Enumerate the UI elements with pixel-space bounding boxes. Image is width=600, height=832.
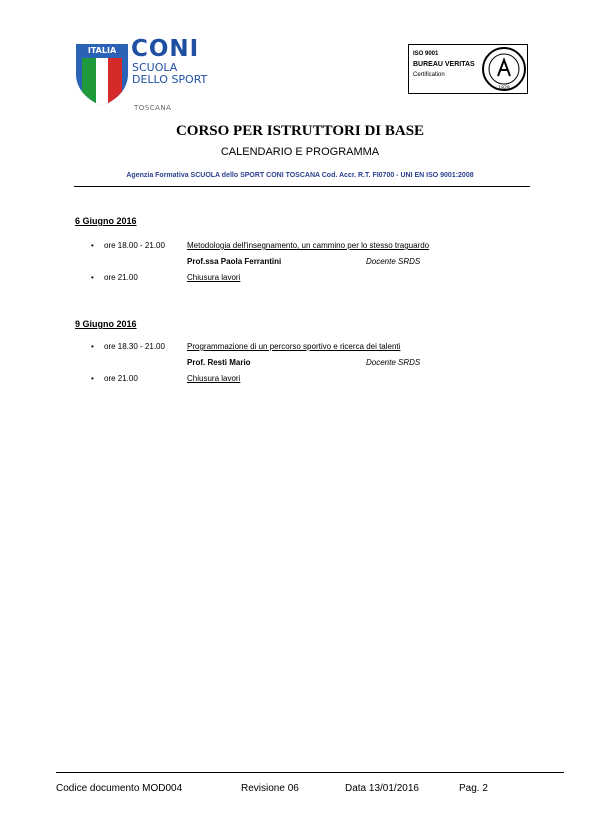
page-number: Pag. 2 <box>459 783 488 794</box>
session-time: ore 18.00 - 21.00 <box>104 241 165 250</box>
session-topic: Chiusura lavori <box>187 273 241 282</box>
session-time: ore 18.30 - 21.00 <box>104 342 165 351</box>
document-subtitle: CALENDARIO E PROGRAMMA <box>220 146 380 158</box>
session-topic: Programmazione di un percorso sportivo e ricerca dei talenti <box>187 342 401 351</box>
document-title: CORSO PER ISTRUTTORI DI BASE <box>175 123 425 139</box>
list-bullet: • <box>91 342 94 351</box>
header-divider <box>74 186 530 187</box>
seal-year: 1828 <box>498 86 510 91</box>
org-subtitle <box>132 62 207 86</box>
cert-iso: ISO 9001 <box>413 51 439 57</box>
cert-name: BUREAU VERITAS <box>413 61 475 68</box>
document-date: Data 13/01/2016 <box>345 783 419 794</box>
session-date: 9 Giugno 2016 <box>75 319 137 329</box>
document-code: Codice documento MOD004 <box>56 783 183 794</box>
session-time: ore 21.00 <box>104 374 138 383</box>
session-speaker: Prof. Resti Mario <box>187 358 251 367</box>
list-bullet: • <box>91 374 94 383</box>
session-topic: Chiusura lavori <box>187 374 241 383</box>
revision: Revisione 06 <box>241 783 299 794</box>
coni-shield-logo <box>74 40 130 106</box>
org-sub-line1: SCUOLA <box>132 61 178 74</box>
italia-label: ITALIA <box>87 46 117 55</box>
session-time: ore 21.00 <box>104 273 138 282</box>
certification-box <box>408 44 528 94</box>
list-bullet: • <box>91 273 94 282</box>
session-topic: Metodologia dell'insegnamento, un cammino per lo stesso traguardo <box>187 241 430 250</box>
session-speaker: Prof.ssa Paola Ferrantini <box>187 257 282 266</box>
speaker-role: Docente SRDS <box>366 358 421 367</box>
agency-line: Agenzia Formativa SCUOLA dello SPORT CONI TOSCANA Cod. Accr. R.T. FI0700 - UNI EN ISO 9001:2008 <box>126 172 474 179</box>
speaker-role: Docente SRDS <box>366 257 421 266</box>
org-region: TOSCANA <box>134 104 172 112</box>
cert-label: Certification <box>413 72 445 78</box>
list-bullet: • <box>91 241 94 250</box>
footer-divider <box>56 772 564 773</box>
session-date: 6 Giugno 2016 <box>75 216 137 226</box>
bureau-veritas-seal-icon <box>481 46 527 92</box>
org-sub-line2: DELLO SPORT <box>132 73 208 86</box>
org-name: CONI <box>131 36 200 62</box>
